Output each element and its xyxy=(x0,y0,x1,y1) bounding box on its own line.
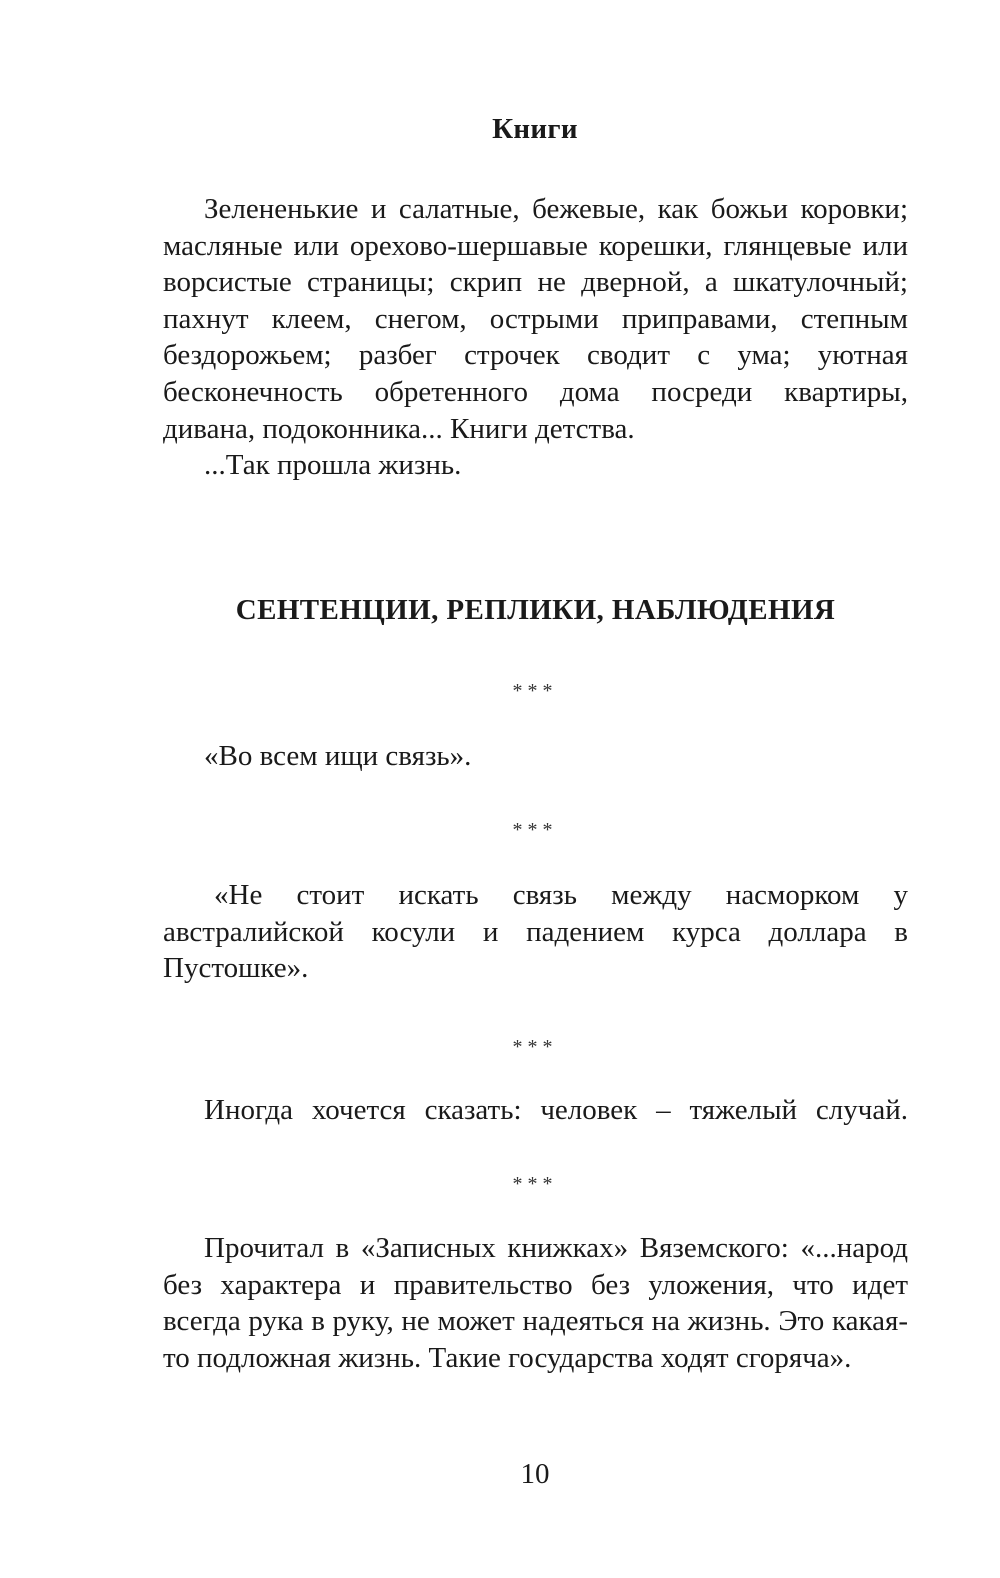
page-number: 10 xyxy=(520,1458,550,1490)
section-title-sentences: СЕНТЕНЦИИ, РЕПЛИКИ, НАБЛЮДЕНИЯ xyxy=(235,594,836,626)
entry-1 xyxy=(163,738,908,775)
entry-4 xyxy=(163,1230,908,1376)
entry-3 xyxy=(163,1092,908,1129)
entry-text: «Во всем ищи связь». xyxy=(204,740,472,772)
entry-text: Иногда хочется сказать: человек – тяжелый случай. xyxy=(204,1094,908,1126)
separator-stars: *** xyxy=(512,680,558,702)
separator-stars: *** xyxy=(512,819,558,841)
books-paragraph xyxy=(163,191,908,484)
entry-text: «Не стоит искать связь между насморком у австралийской косули и падением курса доллара в Пустошке». xyxy=(163,879,908,985)
entry-2 xyxy=(163,877,908,987)
entry-text: Прочитал в «Записных книжках» Вяземского: «...народ без характера и правительство без уложения, что идет всегда рука в руку, не может надеяться на жизнь. Это какая-то подложная жизнь. Такие государства ходят сгоряча». xyxy=(163,1232,908,1374)
books-paragraph-text: Зелененькие и салатные, бежевые, как божьи коровки; масляные или орехово-шершавые корешки, глянцевые или ворсистые страницы; скрип не дверной, а шкатулочный; пахнут клеем, снегом, острыми приправами, степным бездорожьем; разбег строчек сводит с ума; уютная бесконечность обретенного дома посреди квартиры, дивана, подоконника... Книги детства. xyxy=(163,193,908,445)
books-closing-line: ...Так прошла жизнь. xyxy=(204,449,462,482)
separator-stars: *** xyxy=(512,1173,558,1195)
separator-stars: *** xyxy=(512,1036,558,1058)
section-title-books: Книги xyxy=(492,113,578,145)
